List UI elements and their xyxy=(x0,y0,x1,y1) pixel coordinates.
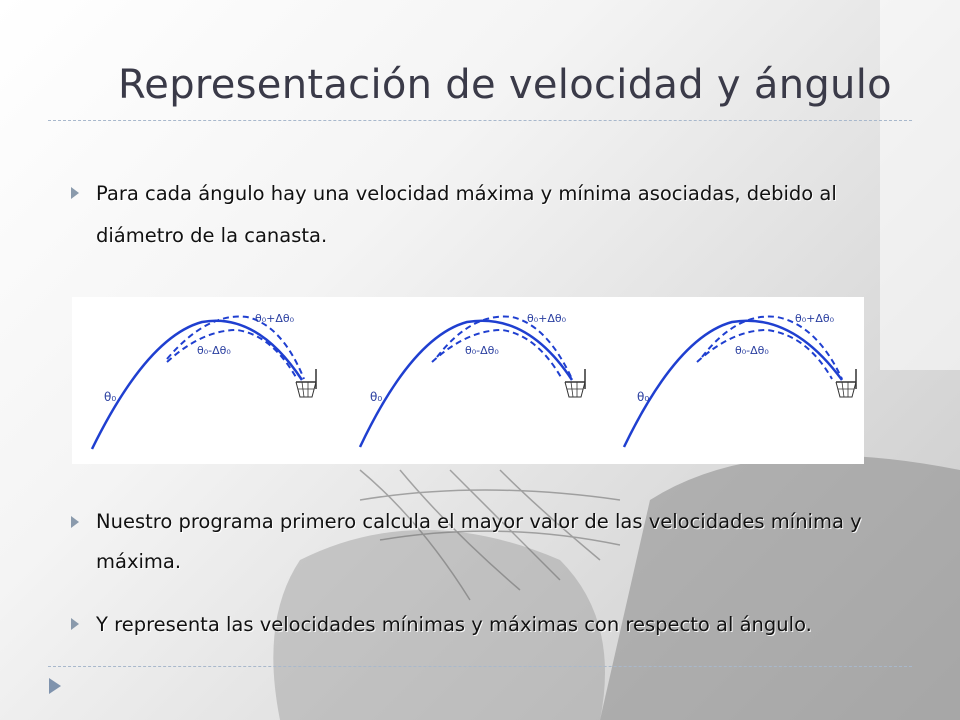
bullet-triangle-icon xyxy=(70,515,80,529)
bullet-item-1 xyxy=(70,173,900,257)
angle-upper-label: θ₀+Δθ₀ xyxy=(527,312,567,325)
angle-upper-label: θ₀+Δθ₀ xyxy=(795,312,835,325)
diagram-panel-3 xyxy=(624,312,856,447)
slide-title: Representación de velocidad y ángulo xyxy=(118,62,892,108)
trajectory-upper xyxy=(167,317,304,379)
launch-angle-label: θ₀ xyxy=(370,390,383,404)
bullet-triangle-icon xyxy=(70,617,80,631)
launch-angle-label: θ₀ xyxy=(104,390,117,404)
footer-divider xyxy=(48,666,912,667)
launch-angle-label: θ₀ xyxy=(637,390,650,404)
bullet-item-3 xyxy=(70,604,900,646)
trajectory-lower xyxy=(167,330,297,379)
next-slide-triangle-icon[interactable] xyxy=(47,676,63,696)
diagram-panel-1 xyxy=(92,312,316,449)
trajectory-main xyxy=(360,321,572,447)
bullet-item-2 xyxy=(70,502,900,582)
trajectory-main xyxy=(92,321,302,449)
trajectory-diagram xyxy=(72,297,864,464)
title-divider xyxy=(48,120,912,121)
bullet-triangle-icon xyxy=(70,186,80,200)
angle-upper-label: θ₀+Δθ₀ xyxy=(255,312,295,325)
angle-lower-label: θ₀-Δθ₀ xyxy=(197,344,231,357)
basket-icon xyxy=(296,369,316,397)
bullet-text: Nuestro programa primero calcula el mayor valor de las velocidades mínima y máxima. xyxy=(96,510,862,573)
diagram-panel-2 xyxy=(360,312,585,447)
trajectory-main xyxy=(624,321,842,447)
bullet-text: Y representa las velocidades mínimas y máximas con respecto al ángulo. xyxy=(96,613,812,636)
angle-lower-label: θ₀-Δθ₀ xyxy=(465,344,499,357)
angle-lower-label: θ₀-Δθ₀ xyxy=(735,344,769,357)
bullet-text: Para cada ángulo hay una velocidad máxima y mínima asociadas, debido al diámetro de la canasta. xyxy=(96,182,837,247)
